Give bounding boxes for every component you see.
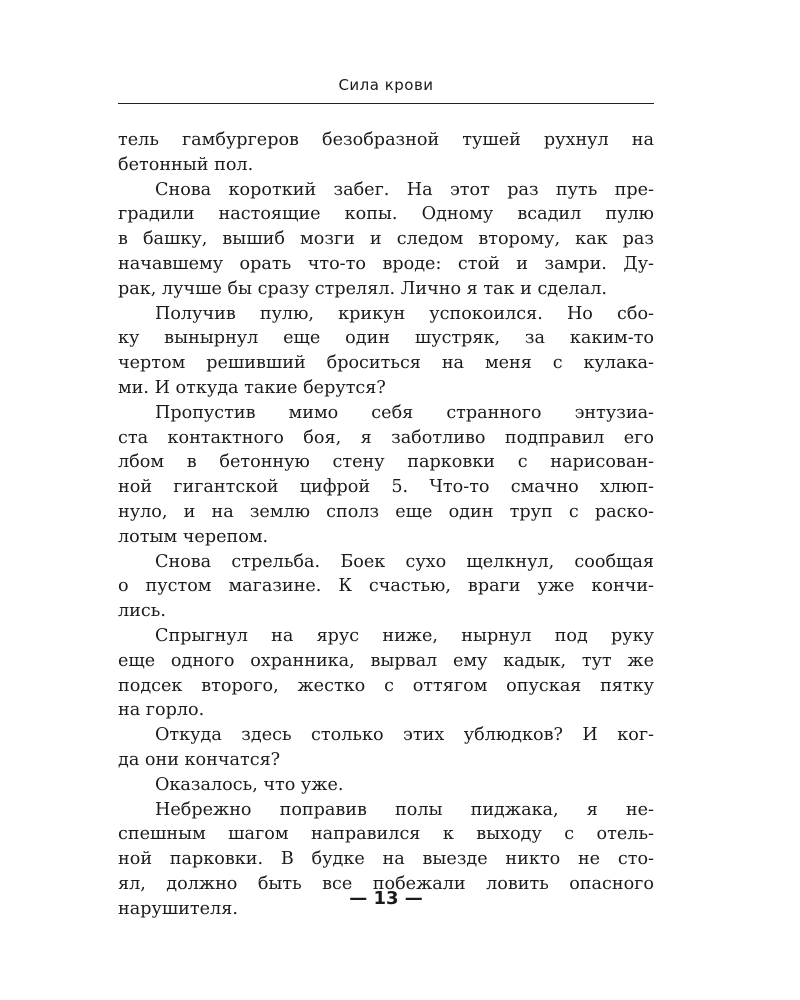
paragraph-first-line: Снова короткий забег. На этот раз путь пре- [155, 179, 654, 200]
paragraph-line: лбом в бетонную стену парковки с нарисован- [118, 452, 654, 473]
paragraph-line: ми. И откуда такие берутся? [118, 377, 386, 398]
header-rule [118, 103, 654, 104]
paragraph-line: о пустом магазине. К счастью, враги уже кончи- [118, 576, 654, 597]
paragraph-line: ку вынырнул еще один шустряк, за каким-то [118, 328, 654, 349]
paragraph-line: ной парковки. В будке на выезде никто не сто- [118, 849, 654, 870]
paragraph-line: в башку, вышиб мозги и следом второму, как раз [118, 229, 654, 250]
body-text [118, 128, 654, 922]
paragraph-line: подсек второго, жестко с оттягом опуская пятку [118, 675, 654, 696]
paragraph-line: нарушителя. [118, 898, 238, 919]
paragraph-first-line: Оказалось, что уже. [155, 774, 344, 795]
paragraph-line: чертом решивший броситься на меня с кулака- [118, 353, 654, 374]
paragraph-line: ной гигантской цифрой 5. Что-то смачно хлюп- [118, 477, 654, 498]
paragraph-first-line: Небрежно поправив полы пиджака, я не- [155, 799, 654, 820]
paragraph-line: ял, должно быть все побежали ловить опасного [118, 873, 654, 894]
paragraph-line: рак, лучше бы сразу стрелял. Лично я так и сделал. [118, 278, 607, 299]
paragraph-line: спешным шагом направился к выходу с отель- [118, 824, 654, 845]
paragraph-first-line: Пропустив мимо себя странного энтузиа- [155, 402, 654, 423]
paragraph-line: еще одного охранника, вырвал ему кадык, тут же [118, 650, 654, 671]
paragraph-line: нуло, и на землю сполз еще один труп с раско- [118, 501, 654, 522]
paragraph-line: ста контактного боя, я заботливо подправил его [118, 427, 654, 448]
paragraph-line: на горло. [118, 700, 205, 721]
paragraph-line: бетонный пол. [118, 154, 254, 175]
paragraph-first-line: Откуда здесь столько этих ублюдков? И ког- [155, 725, 654, 746]
paragraph-first-line: Получив пулю, крикун успокоился. Но сбо- [155, 303, 654, 324]
paragraph-first-line: Спрыгнул на ярус ниже, нырнул под руку [155, 625, 654, 646]
page-number: — 13 — [349, 888, 423, 909]
paragraph-first-line: Снова стрельба. Боек сухо щелкнул, сообщая [155, 551, 654, 572]
paragraph-line: лотым черепом. [118, 526, 269, 547]
running-head-title: Сила крови [338, 76, 434, 94]
paragraph-line: да они кончатся? [118, 749, 281, 770]
paragraph-line: начавшему орать что-то вроде: стой и замри. Ду- [118, 253, 654, 274]
paragraph-line: лись. [118, 601, 166, 622]
paragraph-first-line: тель гамбургеров безобразной тушей рухнул на [118, 130, 654, 150]
paragraph-line: градили настоящие копы. Одному всадил пулю [118, 204, 654, 225]
